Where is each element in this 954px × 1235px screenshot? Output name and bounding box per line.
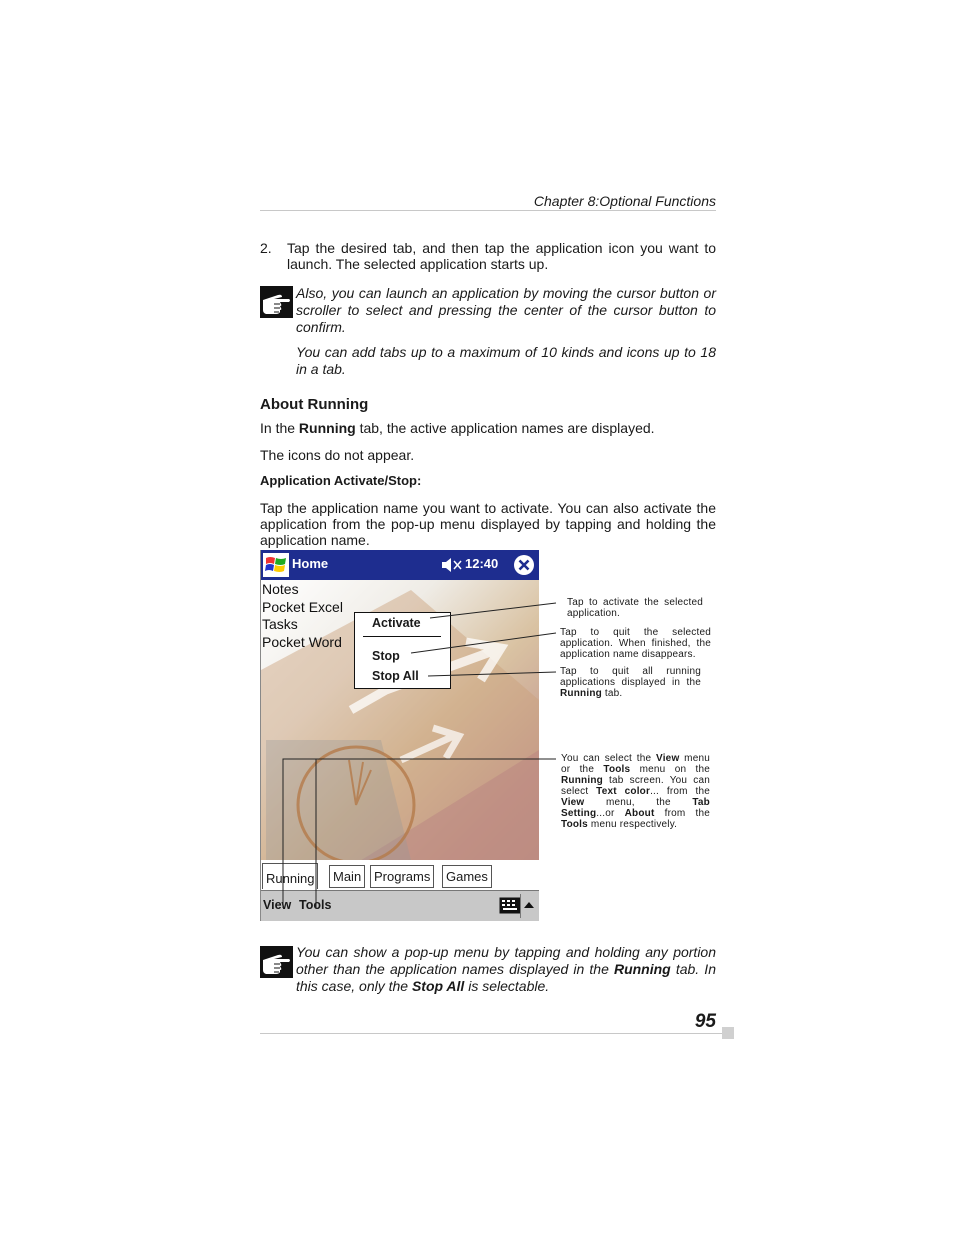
note-bold: Running	[613, 961, 671, 977]
callout-stop: Tap to quit the selected application. When finished, the application name disappears.	[560, 627, 711, 660]
note-tab-limits: You can add tabs up to a maximum of 10 kinds and icons up to 18 in a tab.	[296, 344, 716, 377]
footer-rule	[260, 1033, 722, 1034]
title-text: Home	[292, 556, 329, 571]
intro-text: In the	[260, 420, 299, 436]
callout-text: menu or the	[561, 753, 710, 775]
callout-stop-all	[560, 666, 701, 699]
app-item-tasks[interactable]: Tasks	[262, 616, 298, 632]
callout-bold: View	[656, 753, 680, 764]
callout-bold: Running	[560, 688, 602, 699]
icons-note: The icons do not appear.	[260, 447, 415, 463]
note-text: is selectable.	[464, 978, 550, 994]
tab-main[interactable]: Main	[329, 865, 365, 888]
popup-activate[interactable]: Activate	[372, 616, 421, 630]
menu-tools[interactable]: Tools	[299, 898, 332, 912]
callout-bold: Running	[561, 775, 603, 786]
callout-text: menu on the	[630, 764, 711, 775]
clock-time[interactable]: 12:40	[465, 556, 499, 571]
callout-text: tab screen. You can select	[561, 775, 710, 797]
step-text: Tap the desired tab, and then tap the application icon you want to launch. The selected application starts up.	[287, 240, 716, 272]
note-text: tab. In this case, only the	[296, 961, 716, 994]
callout-bold: Text color	[596, 786, 651, 797]
menu-view[interactable]: View	[263, 898, 292, 912]
callout-text: Tap to quit all running applications displayed in the	[560, 666, 701, 688]
callout-text: menu, the	[584, 797, 693, 808]
page-number: 95	[694, 1011, 716, 1032]
activate-stop-text: Tap the application name you want to activate. You can also activate the application from the pop-up menu displayed by tapping and holding the application name.	[260, 500, 716, 548]
callout-text: menu respectively.	[587, 819, 678, 830]
note-text: You can show a pop-up menu by tapping and holding any portion other than the application names displayed in the	[296, 944, 716, 977]
callout-text: You can select the	[561, 753, 657, 764]
app-item-notes[interactable]: Notes	[262, 581, 299, 597]
popup-stop-all[interactable]: Stop All	[372, 669, 419, 683]
note-popup-menu	[296, 944, 716, 995]
step-number: 2.	[260, 240, 272, 256]
callout-activate: Tap to activate the selected application.	[567, 597, 703, 619]
activate-stop-heading: Application Activate/Stop:	[260, 473, 422, 488]
tab-games[interactable]: Games	[442, 865, 492, 888]
pointing-hand-icon	[260, 946, 293, 978]
intro-text-end: tab, the active application names are displayed.	[355, 420, 655, 436]
callout-bold: Tools	[603, 764, 631, 775]
callout-bold: Tools	[561, 819, 588, 830]
app-item-pocket-word[interactable]: Pocket Word	[262, 633, 342, 650]
callout-text: from the	[654, 808, 710, 819]
tab-running[interactable]: Running	[262, 863, 318, 889]
about-running-heading: About Running	[260, 396, 369, 413]
callout-text: ... from the	[650, 786, 710, 797]
note-bold: Stop All	[411, 978, 465, 994]
callout-menus	[561, 753, 710, 830]
callout-text: ...or	[596, 808, 625, 819]
footer-corner-block	[722, 1027, 734, 1039]
note-cursor-launch: Also, you can launch an application by moving the cursor button or scroller to select and pressing the center of the cursor button to confirm.	[296, 285, 716, 335]
callout-bold: Tab Setting	[561, 797, 710, 819]
callout-bold: View	[561, 797, 585, 808]
intro-bold: Running	[298, 420, 356, 436]
callout-text-end: tab.	[601, 688, 623, 699]
callout-bold: About	[624, 808, 655, 819]
chapter-header: Chapter 8:Optional Functions	[533, 193, 716, 209]
tab-programs[interactable]: Programs	[370, 865, 434, 888]
app-item-pocket-excel[interactable]: Pocket Excel	[262, 598, 343, 615]
popup-stop[interactable]: Stop	[372, 649, 400, 663]
